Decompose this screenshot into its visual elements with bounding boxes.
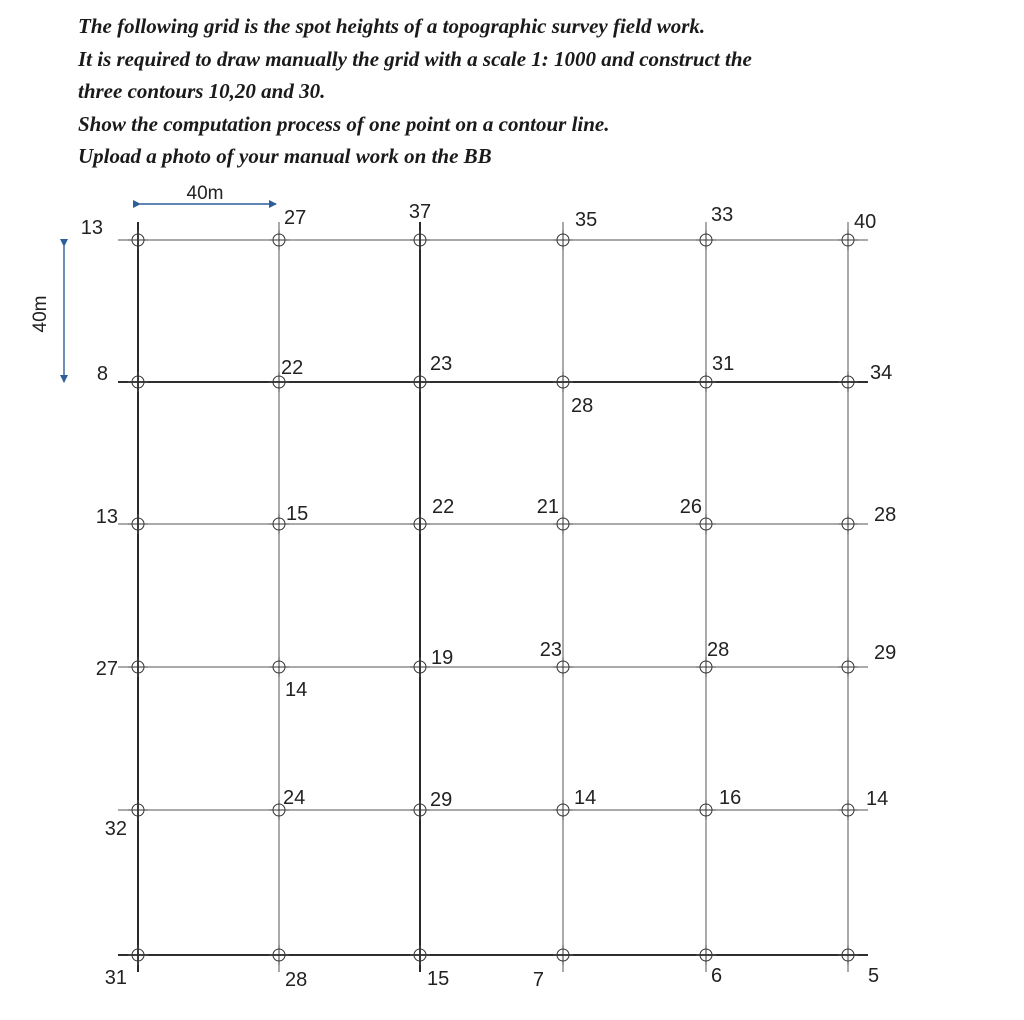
survey-point-marker <box>410 230 430 250</box>
spot-height-label: 37 <box>408 201 432 223</box>
spot-height-label: 13 <box>80 217 103 239</box>
vertical-dimension-label: 40m <box>30 295 51 333</box>
instruction-line: Upload a photo of your manual work on the BB <box>78 144 492 168</box>
survey-point-marker <box>553 945 573 965</box>
spot-height-label: 31 <box>104 967 127 989</box>
grid-lines <box>118 222 868 972</box>
survey-point-marker <box>696 945 716 965</box>
spot-height-label: 7 <box>532 969 544 991</box>
instruction-line: Show the computation process of one point on a contour line. <box>78 111 610 136</box>
survey-point-marker <box>696 230 716 250</box>
spot-height-label: 22 <box>281 357 304 379</box>
spot-height-label: 8 <box>96 363 108 385</box>
spot-height-label: 15 <box>286 503 309 525</box>
survey-point-marker <box>269 945 289 965</box>
spot-height-label: 19 <box>431 647 454 669</box>
survey-point-marker <box>128 514 148 534</box>
survey-point-marker <box>128 657 148 677</box>
spot-height-label: 28 <box>874 504 897 526</box>
spot-height-label: 23 <box>539 639 562 661</box>
survey-point-marker <box>410 372 430 392</box>
spot-height-label: 14 <box>866 788 889 810</box>
spot-height-label: 34 <box>870 362 893 384</box>
survey-point-marker <box>128 800 148 820</box>
survey-point-marker <box>696 372 716 392</box>
survey-point-marker <box>269 657 289 677</box>
horizontal-dimension-label: 40m <box>186 183 224 204</box>
spot-height-label: 33 <box>711 204 734 226</box>
survey-point-marker <box>696 800 716 820</box>
spot-height-label: 22 <box>432 496 455 518</box>
spot-height-label: 29 <box>430 789 453 811</box>
spot-height-label: 6 <box>711 965 723 987</box>
spot-height-label: 13 <box>95 506 118 528</box>
spot-height-label: 28 <box>707 639 730 661</box>
grid-points <box>128 230 858 965</box>
survey-point-marker <box>838 657 858 677</box>
instruction-line: The following grid is the spot heights of a topographic survey field work. <box>78 14 706 38</box>
spot-height-label: 23 <box>430 353 453 375</box>
survey-point-marker <box>838 800 858 820</box>
spot-height-label: 29 <box>874 642 897 664</box>
instruction-line: three contours 10,20 and 30. <box>78 79 326 103</box>
spot-height-label: 15 <box>427 968 450 990</box>
survey-point-marker <box>553 372 573 392</box>
survey-point-marker <box>838 945 858 965</box>
survey-point-marker <box>410 945 430 965</box>
spot-height-label: 28 <box>285 969 308 991</box>
survey-point-marker <box>838 372 858 392</box>
survey-point-marker <box>128 372 148 392</box>
survey-point-marker <box>128 945 148 965</box>
spot-height-label: 21 <box>536 496 559 518</box>
survey-point-marker <box>838 230 858 250</box>
spot-height-label: 27 <box>284 207 307 229</box>
survey-point-marker <box>553 800 573 820</box>
spot-height-label: 24 <box>283 787 306 809</box>
spot-height-label: 26 <box>679 496 702 518</box>
survey-point-marker <box>410 800 430 820</box>
spot-height-label: 31 <box>712 353 735 375</box>
spot-height-label: 14 <box>285 679 308 701</box>
survey-point-marker <box>410 657 430 677</box>
spot-height-label: 32 <box>104 818 127 840</box>
spot-height-label: 5 <box>868 965 880 987</box>
survey-point-marker <box>128 230 148 250</box>
spot-height-label: 40 <box>854 211 877 233</box>
spot-height-labels <box>81 201 897 991</box>
instruction-line: It is required to draw manually the grid with a scale 1: 1000 and construct the <box>78 46 752 71</box>
spot-height-label: 35 <box>575 209 598 231</box>
survey-point-marker <box>410 514 430 534</box>
spot-height-label: 28 <box>571 395 594 417</box>
spot-height-label: 27 <box>95 658 118 680</box>
survey-point-marker <box>269 230 289 250</box>
survey-point-marker <box>838 514 858 534</box>
survey-point-marker <box>553 230 573 250</box>
spot-height-label: 16 <box>719 787 742 809</box>
spot-height-label: 14 <box>574 787 597 809</box>
